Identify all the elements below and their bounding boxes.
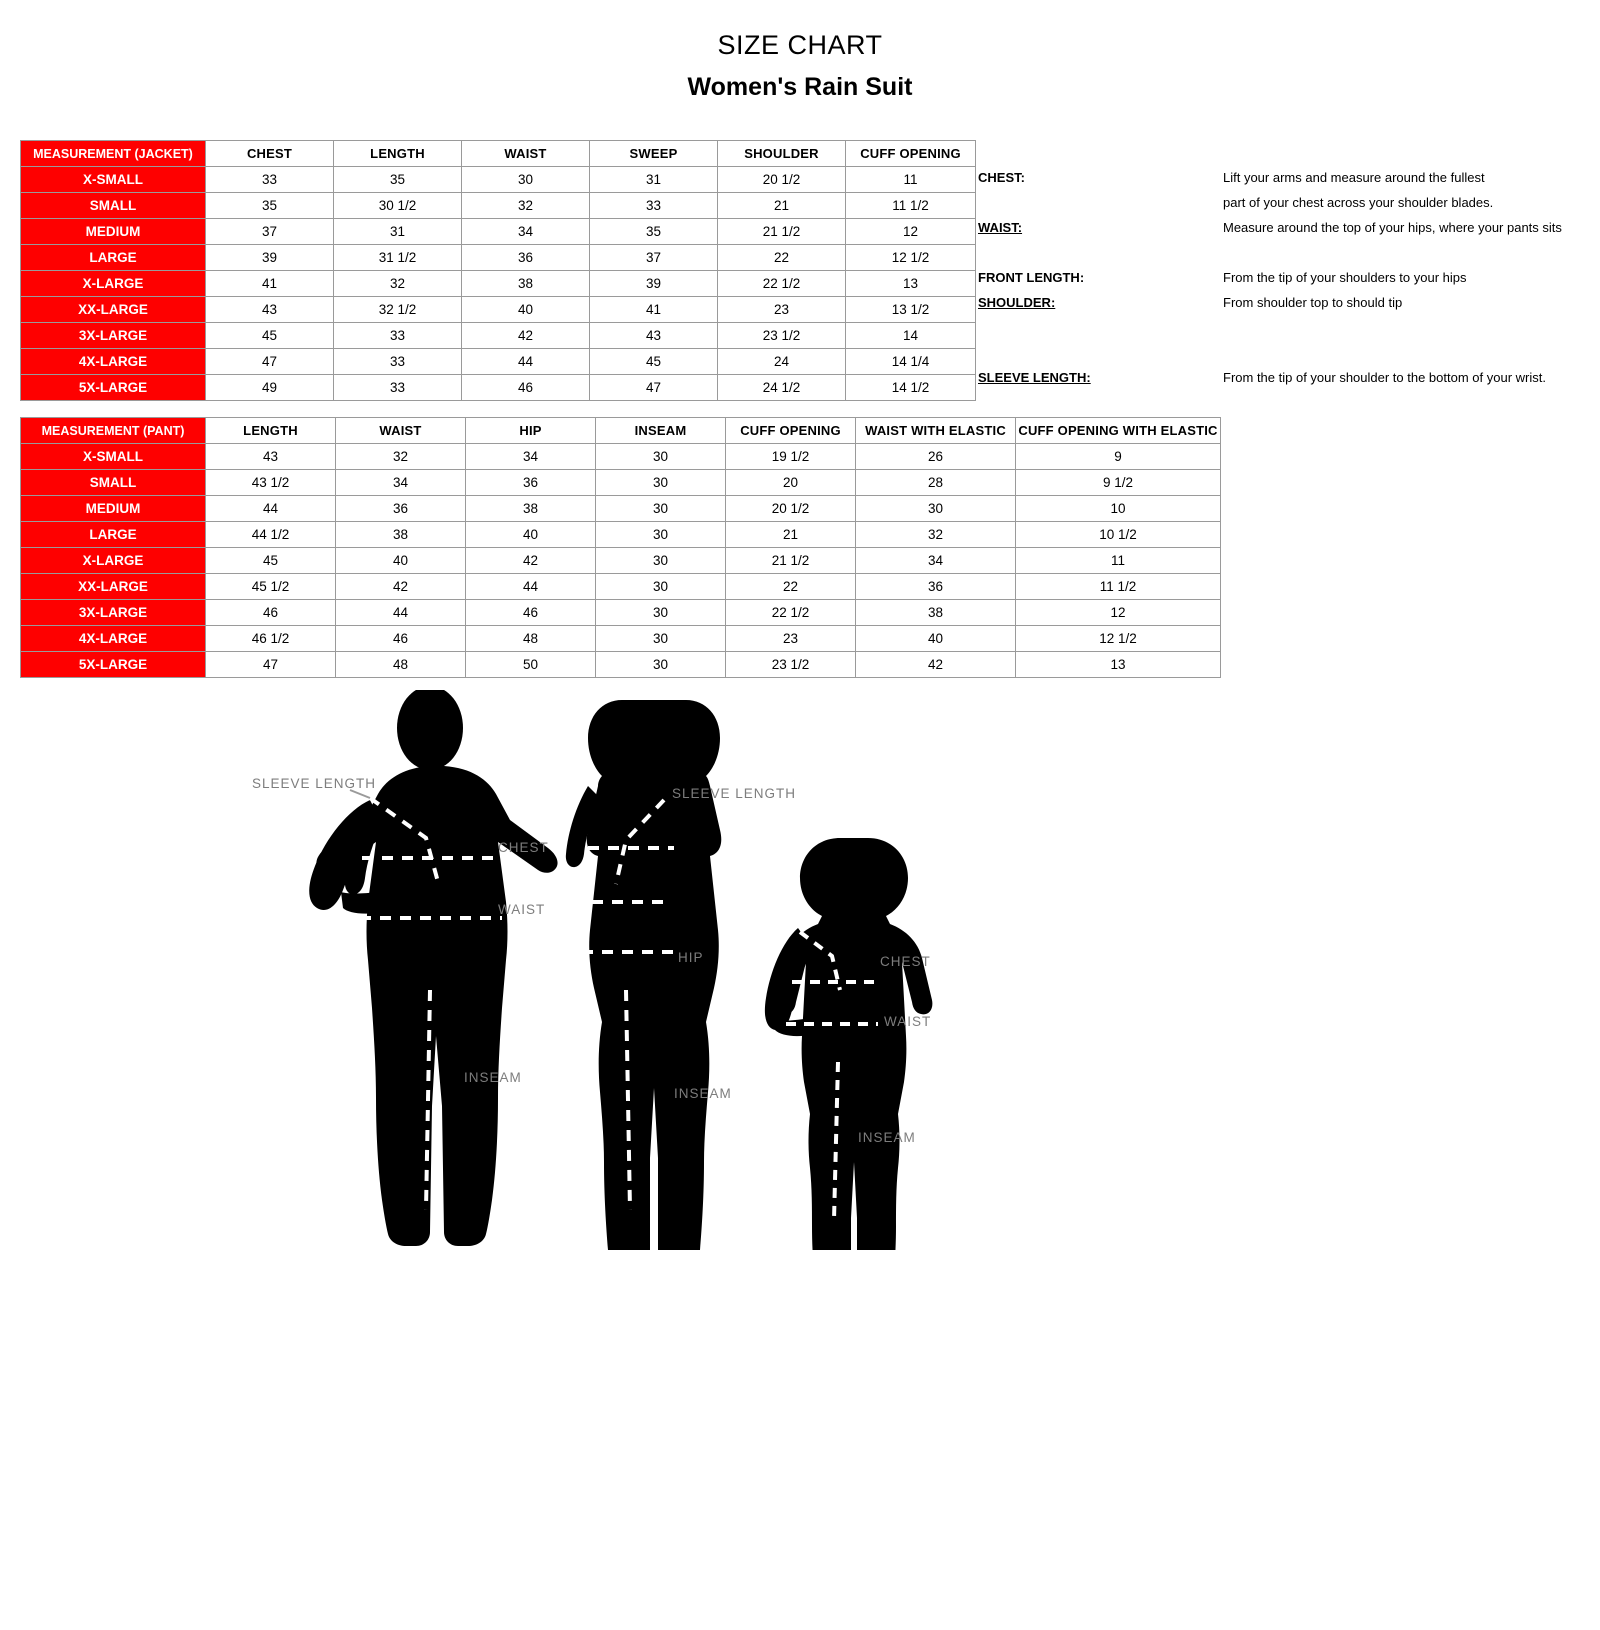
pant-row-size: SMALL xyxy=(21,470,206,496)
pant-cell: 30 xyxy=(596,548,726,574)
table-row xyxy=(21,600,1221,626)
jacket-cell: 43 xyxy=(206,297,334,323)
note-row xyxy=(978,270,1588,295)
pant-cell: 32 xyxy=(336,444,466,470)
pant-cell: 45 1/2 xyxy=(206,574,336,600)
jacket-cell: 47 xyxy=(590,375,718,401)
man-chest-label: CHEST xyxy=(498,840,549,855)
jacket-cell: 32 xyxy=(462,193,590,219)
pant-cell: 30 xyxy=(596,444,726,470)
table-row xyxy=(21,652,1221,678)
jacket-cell: 24 xyxy=(718,349,846,375)
pant-measure-header: MEASUREMENT (PANT) xyxy=(21,418,206,444)
pant-cell: 48 xyxy=(466,626,596,652)
table-row xyxy=(21,297,976,323)
jacket-cell: 11 1/2 xyxy=(846,193,976,219)
jacket-cell: 13 1/2 xyxy=(846,297,976,323)
pant-col-waist: WAIST xyxy=(336,418,466,444)
measurement-instructions xyxy=(978,170,1588,395)
jacket-cell: 35 xyxy=(334,167,462,193)
pant-cell: 44 1/2 xyxy=(206,522,336,548)
table-header-row xyxy=(21,418,1221,444)
jacket-cell: 44 xyxy=(462,349,590,375)
note-text: From the tip of your shoulders to your hips xyxy=(1223,270,1467,285)
pant-cell: 40 xyxy=(336,548,466,574)
jacket-cell: 43 xyxy=(590,323,718,349)
table-row xyxy=(21,574,1221,600)
jacket-cell: 39 xyxy=(590,271,718,297)
pant-cell: 19 1/2 xyxy=(726,444,856,470)
jacket-cell: 21 1/2 xyxy=(718,219,846,245)
pant-col-hip: HIP xyxy=(466,418,596,444)
jacket-cell: 41 xyxy=(206,271,334,297)
pant-cell: 34 xyxy=(856,548,1016,574)
jacket-row-size: 4X-LARGE xyxy=(21,349,206,375)
pant-cell: 30 xyxy=(596,496,726,522)
pant-cell: 30 xyxy=(596,574,726,600)
pant-cell: 40 xyxy=(466,522,596,548)
pant-cell: 23 xyxy=(726,626,856,652)
jacket-row-size: SMALL xyxy=(21,193,206,219)
woman-hip-label: HIP xyxy=(678,950,704,965)
pant-cell: 48 xyxy=(336,652,466,678)
pant-cell: 30 xyxy=(856,496,1016,522)
note-row xyxy=(978,220,1588,245)
pant-cell: 23 1/2 xyxy=(726,652,856,678)
table-row xyxy=(21,444,1221,470)
pant-cell: 22 1/2 xyxy=(726,600,856,626)
pant-cell: 21 1/2 xyxy=(726,548,856,574)
jacket-cell: 33 xyxy=(206,167,334,193)
jacket-cell: 33 xyxy=(334,323,462,349)
pant-cell: 10 1/2 xyxy=(1016,522,1221,548)
pant-row-size: 3X-LARGE xyxy=(21,600,206,626)
table-row xyxy=(21,349,976,375)
jacket-cell: 45 xyxy=(206,323,334,349)
jacket-cell: 31 1/2 xyxy=(334,245,462,271)
table-header-row xyxy=(21,141,976,167)
woman-silhouette xyxy=(566,700,721,1250)
note-label: WAIST: xyxy=(978,220,1023,235)
jacket-col-length: LENGTH xyxy=(334,141,462,167)
pant-cell: 22 xyxy=(726,574,856,600)
jacket-cell: 30 xyxy=(462,167,590,193)
jacket-size-table-container xyxy=(20,140,975,401)
note-row xyxy=(978,195,1588,220)
table-row xyxy=(21,470,1221,496)
note-text: Lift your arms and measure around the fullest xyxy=(1223,170,1485,185)
jacket-cell: 37 xyxy=(590,245,718,271)
jacket-row-size: LARGE xyxy=(21,245,206,271)
pant-cell: 34 xyxy=(466,444,596,470)
pant-cell: 46 xyxy=(336,626,466,652)
jacket-cell: 31 xyxy=(590,167,718,193)
table-row xyxy=(21,271,976,297)
pant-row-size: X-LARGE xyxy=(21,548,206,574)
table-row xyxy=(21,522,1221,548)
pant-cell: 36 xyxy=(466,470,596,496)
pant-cell: 38 xyxy=(336,522,466,548)
pant-cell: 47 xyxy=(206,652,336,678)
pant-cell: 46 1/2 xyxy=(206,626,336,652)
pant-cell: 43 1/2 xyxy=(206,470,336,496)
child-chest-label: CHEST xyxy=(880,954,931,969)
table-row xyxy=(21,548,1221,574)
man-silhouette xyxy=(316,690,557,1246)
pant-cell: 26 xyxy=(856,444,1016,470)
pant-col-length: LENGTH xyxy=(206,418,336,444)
jacket-cell: 13 xyxy=(846,271,976,297)
jacket-row-size: 5X-LARGE xyxy=(21,375,206,401)
jacket-cell: 20 1/2 xyxy=(718,167,846,193)
pant-cell: 13 xyxy=(1016,652,1221,678)
jacket-cell: 24 1/2 xyxy=(718,375,846,401)
jacket-col-waist: WAIST xyxy=(462,141,590,167)
table-row xyxy=(21,375,976,401)
pant-row-size: MEDIUM xyxy=(21,496,206,522)
jacket-cell: 49 xyxy=(206,375,334,401)
jacket-size-table xyxy=(20,140,976,401)
jacket-cell: 32 1/2 xyxy=(334,297,462,323)
pant-cell: 44 xyxy=(206,496,336,522)
table-row xyxy=(21,245,976,271)
jacket-col-chest: CHEST xyxy=(206,141,334,167)
note-label: FRONT LENGTH: xyxy=(978,270,1085,285)
note-row xyxy=(978,345,1588,370)
note-label: SHOULDER: xyxy=(978,295,1056,310)
pant-row-size: XX-LARGE xyxy=(21,574,206,600)
table-row xyxy=(21,496,1221,522)
pant-cell: 9 1/2 xyxy=(1016,470,1221,496)
jacket-cell: 21 xyxy=(718,193,846,219)
pant-cell: 46 xyxy=(206,600,336,626)
pant-cell: 42 xyxy=(336,574,466,600)
pant-col-waist-with-elastic: WAIST WITH ELASTIC xyxy=(856,418,1016,444)
pant-row-size: X-SMALL xyxy=(21,444,206,470)
jacket-row-size: XX-LARGE xyxy=(21,297,206,323)
jacket-cell: 38 xyxy=(462,271,590,297)
jacket-cell: 14 1/2 xyxy=(846,375,976,401)
pant-cell: 12 1/2 xyxy=(1016,626,1221,652)
pant-cell: 30 xyxy=(596,600,726,626)
page-title: SIZE CHART xyxy=(717,30,883,60)
jacket-cell: 23 xyxy=(718,297,846,323)
jacket-cell: 12 1/2 xyxy=(846,245,976,271)
pant-col-cuff-opening-with-elastic: CUFF OPENING WITH ELASTIC xyxy=(1016,418,1221,444)
table-row xyxy=(21,193,976,219)
jacket-cell: 45 xyxy=(590,349,718,375)
jacket-col-sweep: SWEEP xyxy=(590,141,718,167)
man-waist-label: WAIST xyxy=(498,902,546,917)
jacket-col-cuff-opening: CUFF OPENING xyxy=(846,141,976,167)
note-row xyxy=(978,370,1588,395)
jacket-cell: 23 1/2 xyxy=(718,323,846,349)
jacket-cell: 14 1/4 xyxy=(846,349,976,375)
pant-cell: 36 xyxy=(336,496,466,522)
pant-size-table xyxy=(20,417,1221,678)
pant-cell: 46 xyxy=(466,600,596,626)
measurement-figures xyxy=(230,690,990,1250)
body-silhouettes-illustration xyxy=(230,690,990,1250)
pant-row-size: 4X-LARGE xyxy=(21,626,206,652)
jacket-cell: 34 xyxy=(462,219,590,245)
pant-cell: 11 xyxy=(1016,548,1221,574)
note-text: From shoulder top to should tip xyxy=(1223,295,1403,310)
jacket-row-size: 3X-LARGE xyxy=(21,323,206,349)
jacket-cell: 32 xyxy=(334,271,462,297)
note-row xyxy=(978,170,1588,195)
jacket-cell: 41 xyxy=(590,297,718,323)
jacket-cell: 14 xyxy=(846,323,976,349)
pant-cell: 43 xyxy=(206,444,336,470)
jacket-cell: 37 xyxy=(206,219,334,245)
jacket-row-size: X-SMALL xyxy=(21,167,206,193)
pant-cell: 42 xyxy=(466,548,596,574)
jacket-cell: 12 xyxy=(846,219,976,245)
man-leader-lines xyxy=(350,790,370,798)
jacket-cell: 39 xyxy=(206,245,334,271)
jacket-col-shoulder: SHOULDER xyxy=(718,141,846,167)
table-row xyxy=(21,167,976,193)
jacket-cell: 35 xyxy=(590,219,718,245)
pant-cell: 36 xyxy=(856,574,1016,600)
pant-cell: 38 xyxy=(466,496,596,522)
note-row xyxy=(978,245,1588,270)
jacket-cell: 46 xyxy=(462,375,590,401)
pant-cell: 45 xyxy=(206,548,336,574)
pant-col-cuff-opening: CUFF OPENING xyxy=(726,418,856,444)
jacket-cell: 11 xyxy=(846,167,976,193)
note-label: SLEEVE LENGTH: xyxy=(978,370,1091,385)
pant-cell: 30 xyxy=(596,626,726,652)
note-text: Measure around the top of your hips, where your pants sits xyxy=(1223,220,1562,235)
note-text: From the tip of your shoulder to the bottom of your wrist. xyxy=(1223,370,1546,385)
pant-row-size: 5X-LARGE xyxy=(21,652,206,678)
note-text: part of your chest across your shoulder blades. xyxy=(1223,195,1494,210)
pant-cell: 20 xyxy=(726,470,856,496)
note-label: CHEST: xyxy=(978,170,1025,185)
jacket-cell: 36 xyxy=(462,245,590,271)
pant-cell: 34 xyxy=(336,470,466,496)
pant-cell: 28 xyxy=(856,470,1016,496)
jacket-cell: 40 xyxy=(462,297,590,323)
pant-cell: 12 xyxy=(1016,600,1221,626)
child-waist-label: WAIST xyxy=(884,1014,932,1029)
jacket-cell: 47 xyxy=(206,349,334,375)
man-inseam-label: INSEAM xyxy=(464,1070,522,1085)
pant-cell: 42 xyxy=(856,652,1016,678)
jacket-cell: 22 xyxy=(718,245,846,271)
note-row xyxy=(978,320,1588,345)
jacket-cell: 30 1/2 xyxy=(334,193,462,219)
table-row xyxy=(21,219,976,245)
table-row xyxy=(21,323,976,349)
pant-size-table-container xyxy=(20,417,1220,678)
pant-cell: 38 xyxy=(856,600,1016,626)
jacket-cell: 35 xyxy=(206,193,334,219)
pant-cell: 21 xyxy=(726,522,856,548)
child-silhouette xyxy=(776,838,933,1250)
pant-cell: 50 xyxy=(466,652,596,678)
pant-cell: 9 xyxy=(1016,444,1221,470)
pant-row-size: LARGE xyxy=(21,522,206,548)
jacket-cell: 33 xyxy=(590,193,718,219)
pant-cell: 10 xyxy=(1016,496,1221,522)
woman-sleeve-length-label: SLEEVE LENGTH xyxy=(672,786,797,801)
jacket-cell: 22 1/2 xyxy=(718,271,846,297)
pant-cell: 30 xyxy=(596,652,726,678)
table-row xyxy=(21,626,1221,652)
jacket-measure-header: MEASUREMENT (JACKET) xyxy=(21,141,206,167)
pant-cell: 11 1/2 xyxy=(1016,574,1221,600)
jacket-cell: 33 xyxy=(334,375,462,401)
pant-cell: 32 xyxy=(856,522,1016,548)
pant-cell: 30 xyxy=(596,522,726,548)
pant-col-inseam: INSEAM xyxy=(596,418,726,444)
pant-cell: 20 1/2 xyxy=(726,496,856,522)
child-inseam-label: INSEAM xyxy=(858,1130,916,1145)
page-subtitle: Women's Rain Suit xyxy=(687,73,913,101)
jacket-row-size: X-LARGE xyxy=(21,271,206,297)
jacket-row-size: MEDIUM xyxy=(21,219,206,245)
pant-cell: 40 xyxy=(856,626,1016,652)
jacket-cell: 31 xyxy=(334,219,462,245)
man-sleeve-length-label: SLEEVE LENGTH xyxy=(252,776,377,791)
pant-cell: 44 xyxy=(466,574,596,600)
pant-cell: 44 xyxy=(336,600,466,626)
jacket-cell: 33 xyxy=(334,349,462,375)
jacket-cell: 42 xyxy=(462,323,590,349)
note-row xyxy=(978,295,1588,320)
pant-cell: 30 xyxy=(596,470,726,496)
woman-inseam-label: INSEAM xyxy=(674,1086,732,1101)
